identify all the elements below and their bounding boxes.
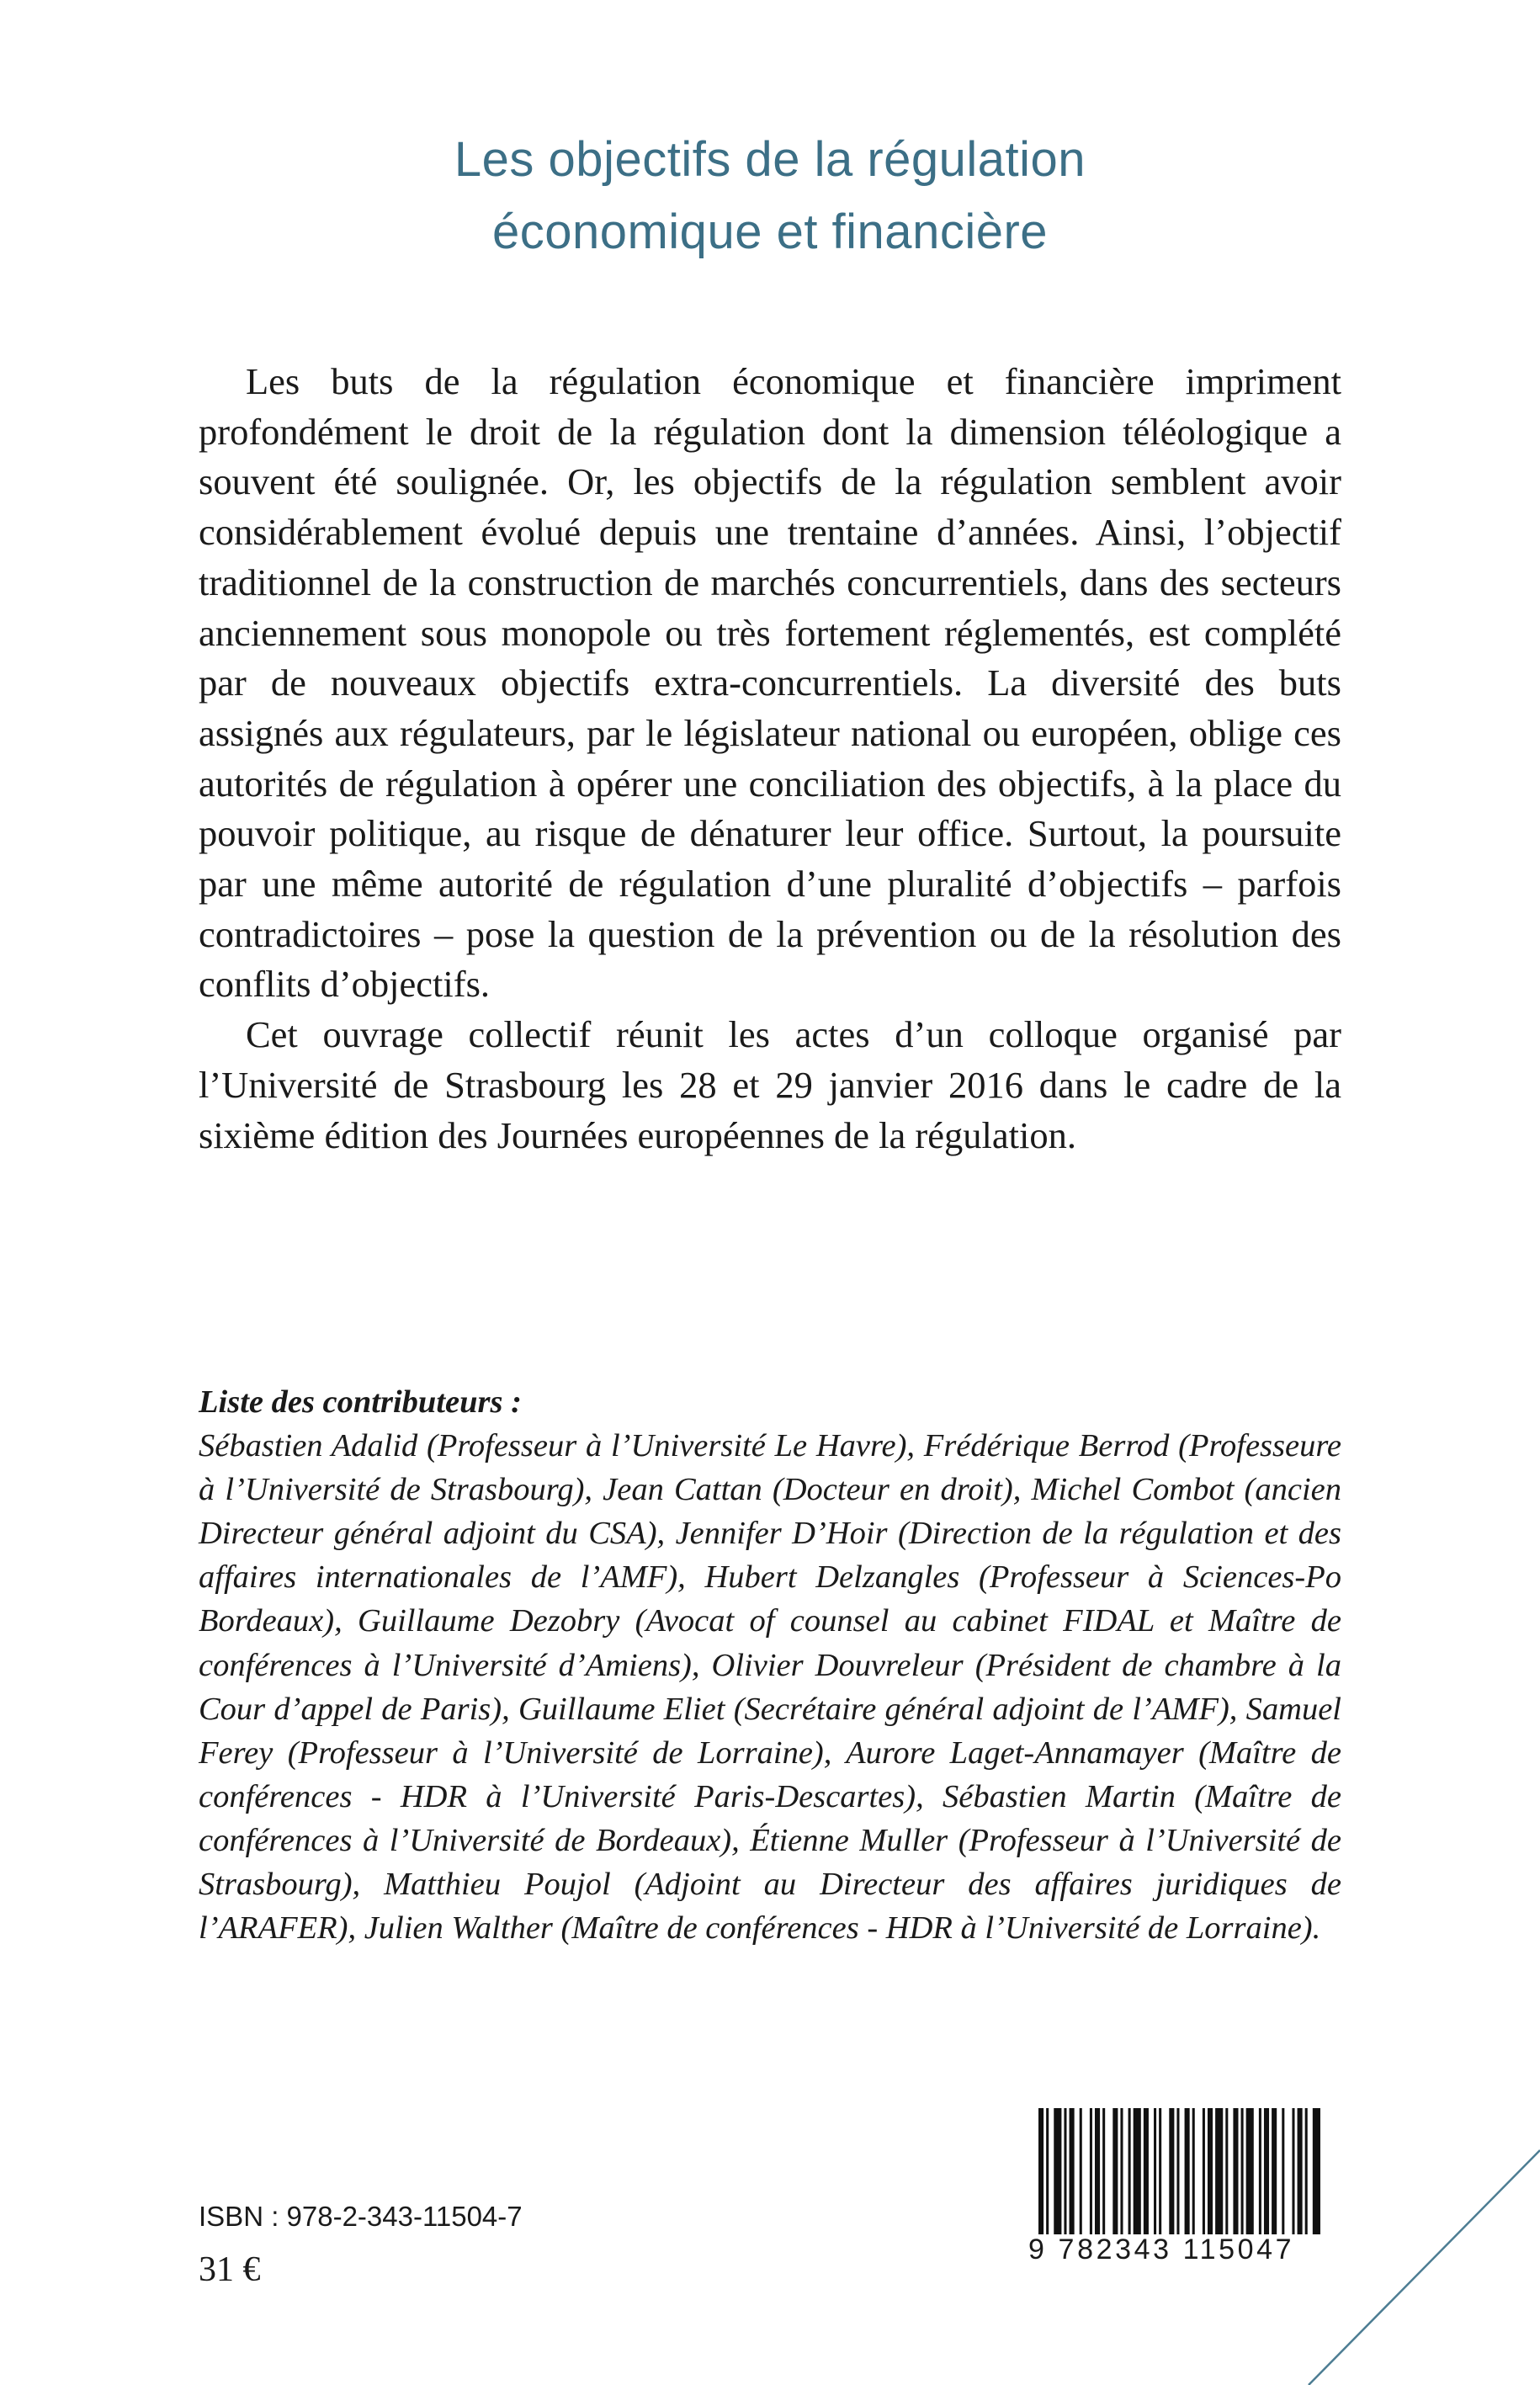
barcode-bar — [1095, 2108, 1100, 2234]
barcode-bar — [1313, 2108, 1320, 2234]
barcode-bar — [1192, 2108, 1195, 2234]
barcode-bar — [1038, 2108, 1043, 2234]
barcode-bar — [1246, 2108, 1254, 2234]
barcode-bar — [1259, 2108, 1261, 2234]
isbn: ISBN : 978-2-343-11504-7 — [199, 2201, 523, 2232]
barcode-bar — [1185, 2108, 1190, 2234]
barcode-bar — [1102, 2108, 1105, 2234]
barcode-bar — [1208, 2108, 1213, 2234]
barcode-bar — [1128, 2108, 1131, 2234]
barcode-bar — [1298, 2108, 1303, 2234]
barcode-bar — [1272, 2108, 1277, 2234]
barcode-bar — [1090, 2108, 1092, 2234]
price: 31 € — [199, 2250, 261, 2289]
barcode-bar — [1203, 2108, 1205, 2234]
barcode-bar — [1282, 2108, 1284, 2234]
barcode-bar — [1080, 2108, 1082, 2234]
barcode-bar — [1169, 2108, 1174, 2234]
barcode-bar — [1292, 2108, 1294, 2234]
barcode-bar — [1215, 2108, 1223, 2234]
barcode-bar — [1225, 2108, 1228, 2234]
barcode-bar — [1264, 2108, 1269, 2234]
barcode-bar — [1159, 2108, 1161, 2234]
barcode-bar — [1070, 2108, 1075, 2234]
barcode-bar — [1134, 2108, 1141, 2234]
barcode-bar — [1064, 2108, 1066, 2234]
barcode-bar — [1120, 2108, 1123, 2234]
barcode-bar — [1046, 2108, 1049, 2234]
book-title-line-2: économique et financière — [491, 204, 1049, 259]
contributors-text: Sébastien Adalid (Professeur à l’Université Le Havre), Frédérique Berrod (Professeure à l’Université de Strasbourg), Jean Cattan (Docteur en droit), Michel Combot (ancien Directeur général adjoint du CSA), Jennifer D’Hoir (Direction de la régulation et des affaires internationales de l’AMF), Hubert Delzangles (Professeur à Sciences-Po Bordeaux), Guillaume Dezobry (Avocat of counsel au cabinet FIDAL et Maître de conférences à l’Université d’Amiens), Olivier Douvreleur (Président de chambre à la Cour d’appel de Paris), Guillaume Eliet (Secrétaire général adjoint de l’AMF), Samuel Ferey (Professeur à l’Université de Lorraine), Aurore Laget-Annamayer (Maître de conférences - HDR à l’Université Paris-Descartes), Sébastien Martin (Maître de conférences à l’Université de Bordeaux), Étienne Muller (Professeur à l’Université de Strasbourg), Matthieu Poujol (Adjoint au Directeur des affaires juridiques de l’ARAFER), Julien Walther (Maître de conférences - HDR à l’Université de Lorraine). — [199, 1428, 1341, 1947]
barcode-bar — [1054, 2108, 1061, 2234]
barcode-bars-icon — [1038, 2108, 1323, 2234]
book-title-line-1: Les objectifs de la régulation — [454, 131, 1086, 187]
blurb-paragraph-1: Les buts de la régulation économique et financière impriment profondément le droit de la régulation dont la dimension téléologique a souvent été soulignée. Or, les objectifs de la régulation semblent avoir considérablement évolué depuis une trentaine d’années. Ainsi, l’objectif traditionnel de la construction de marchés concurrentiels, dans des secteurs anciennement sous monopole ou très fortement réglementés, est complété par de nouveaux objectifs extra-concurrentiels. La diversité des buts assignés aux régulateurs, par le législateur national ou européen, oblige ces autorités de régulation à opérer une conciliation des objectifs, à la place du pouvoir politique, au risque de dénaturer leur office. Surtout, la poursuite par une même autorité de régulation d’une pluralité d’objectifs – parfois contradictoires – pose la question de la prévention ou de la résolution des conflits d’objectifs. — [199, 360, 1341, 1006]
barcode — [1028, 2108, 1323, 2272]
barcode-bar — [1305, 2108, 1308, 2234]
blurb-paragraph-2: Cet ouvrage collectif réunit les actes d’un colloque organisé par l’Université de Strasbourg les 28 et 29 janvier 2016 dans le cadre de la sixième édition des Journées européennes de la régulation. — [199, 1013, 1341, 1156]
barcode-bar — [1233, 2108, 1238, 2234]
contributors-heading: Liste des contributeurs : — [199, 1384, 522, 1420]
book-title — [0, 124, 1540, 268]
barcode-bar — [1154, 2108, 1156, 2234]
barcode-bar — [1241, 2108, 1244, 2234]
barcode-bar — [1176, 2108, 1179, 2234]
contributors-list — [199, 1380, 1341, 1950]
barcode-bar — [1113, 2108, 1118, 2234]
barcode-bar — [1144, 2108, 1149, 2234]
blurb — [199, 357, 1341, 1161]
barcode-digits: 9 782343 115047 — [1028, 2234, 1295, 2265]
